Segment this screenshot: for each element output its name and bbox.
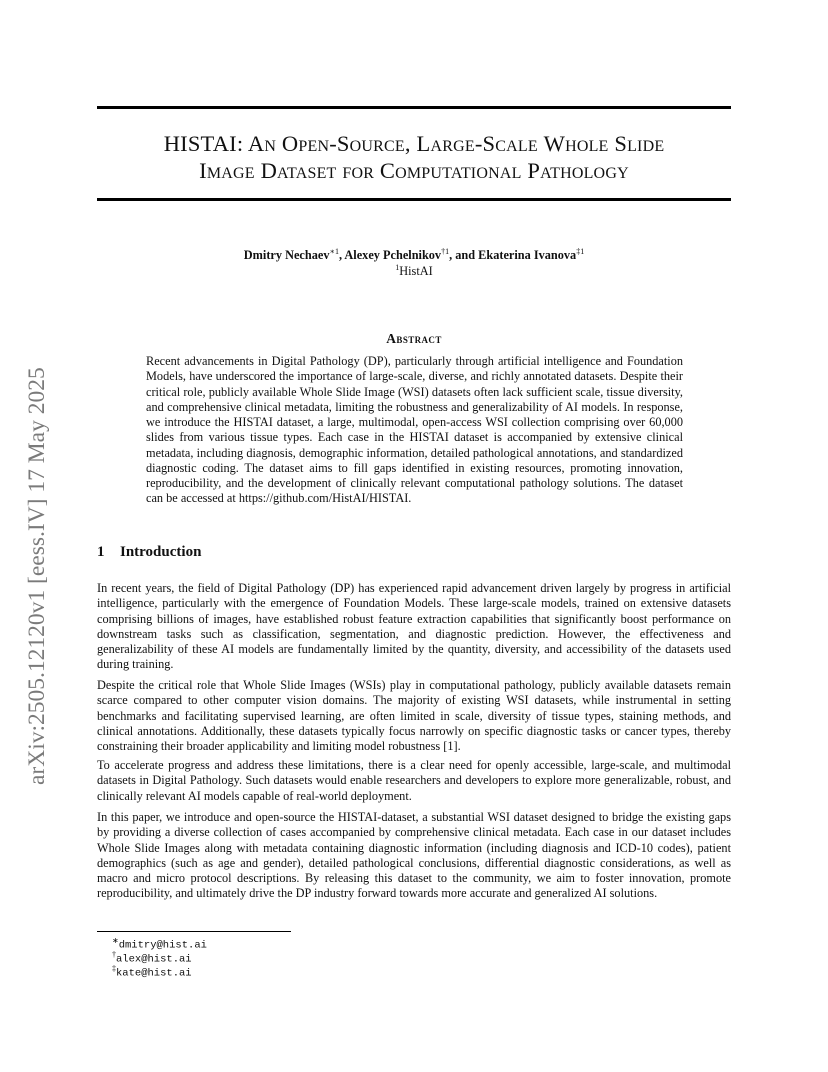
footnote-email[interactable]: dmitry@hist.ai	[118, 939, 207, 952]
abstract-body: Recent advancements in Digital Pathology (DP), particularly through artificial intelligence and Foundation Models, have underscored the importance of large-scale, diverse, and richly annotated datasets. Despite their critical role, publicly available Whole Slide Image (WSI) datasets often lack sufficient scale, tissue diversity, and comprehensive clinical metadata, limiting the robustness and generalizability of AI models. In response, we introduce the HISTAI dataset, a large, multimodal, open-access WSI collection comprising over 60,000 slides from various tissue types. Each case in the HISTAI dataset is accompanied by extensive clinical metadata, including diagnosis, demographic information, detailed pathological annotations, and standardized diagnostic coding. The dataset aims to fill gaps identified in existing resources, promoting innovation, reproducibility, and the development of clinically relevant computational pathology solutions. The dataset can be accessed at https://github.com/HistAI/HISTAI.	[146, 354, 683, 506]
title-segment: mage	[206, 158, 261, 183]
title-segment: O	[281, 131, 299, 156]
title-segment: S	[614, 131, 628, 156]
body-paragraph: In recent years, the field of Digital Pathology (DP) has experienced rapid advancement driven largely by progress in artificial intelligence, particularly with the emergence of Foundation Models. These large-scale models, trained on extensive datasets comprising billions of images, have established robust feature extraction capabilities that significantly boost performance on downstream tasks such as classification, segmentation, and diagnostic prediction. However, the effectiveness and generalizability of these AI models are fundamentally limited by the quantity, diversity, and accessibility of the datasets used during training.	[97, 581, 731, 672]
affiliation-name: HistAI	[399, 264, 433, 279]
title-segment: I	[199, 158, 207, 183]
title-segment: pen	[298, 131, 330, 156]
footnote-mark: †	[112, 950, 116, 959]
author-mark: ‡1	[576, 247, 585, 256]
title-segment: n	[264, 131, 282, 156]
title-segment: , L	[404, 131, 431, 156]
title-segment: hole	[565, 131, 615, 156]
author-separator: ,	[338, 248, 345, 263]
footnote-rule	[97, 931, 291, 932]
affiliation-mark: 1	[395, 263, 400, 272]
abstract-heading: Abstract	[386, 331, 442, 346]
author-mark: ∗1	[329, 247, 339, 256]
footnote-email[interactable]: alex@hist.ai	[116, 953, 192, 966]
section-heading	[97, 544, 201, 561]
title-rule-top	[97, 106, 731, 109]
title-segment: cale	[495, 131, 544, 156]
author-mark: †1	[441, 247, 450, 256]
body-paragraph: In this paper, we introduce and open-source the HISTAI-dataset, a substantial WSI dataset designed to bridge the existing gaps by providing a diverse collection of cases accompanied by comprehensive clinical metadata. Each case in our dataset includes Whole Slide Images along with metadata containing diagnostic information (including diagnosis and ICD-10 codes), patient demographics (such as age and gender), detailed pathological conclusions, differential diagnostic considerations, as well as macro and micro protocol descriptions. By releasing this dataset to the community, we aim to foster innovation, promote reproducibility, and ultimately drive the DP industry forward towards more accurate and generalized AI solutions.	[97, 810, 731, 901]
title-segment: lide	[627, 131, 665, 156]
author-name: Dmitry Nechaev	[243, 248, 330, 263]
title-segment: -S	[329, 131, 350, 156]
footnote	[112, 962, 192, 981]
title-segment: arge	[430, 131, 475, 156]
title-segment: omputational	[395, 158, 528, 183]
section-title: Introduction	[120, 544, 202, 560]
arxiv-identifier: arXiv:2505.12120v1 [eess.IV] 17 May 2025	[24, 367, 50, 785]
footnote-mark: ‡	[112, 964, 116, 973]
body-paragraph: Despite the critical role that Whole Slide Images (WSIs) play in computational pathology, publicly available datasets remain scarce compared to other computer vision domains. The majority of existing WSI datasets, while instrumental in setting benchmarks and facilitating supervised learning, are often limited in scale, diversity of tissue types, staining methods, and clinical annotations. Additionally, these datasets typically focus narrowly on specific diagnostic tasks or cancer types, thereby constraining their broader applicability and limiting model robustness [1].	[97, 678, 731, 753]
title-line-1	[97, 130, 731, 157]
title-rule-bottom	[97, 198, 731, 201]
title-segment: HISTAI: A	[163, 131, 265, 156]
title-segment: C	[379, 158, 396, 183]
paper-title	[97, 130, 731, 184]
title-segment: P	[527, 158, 541, 183]
title-segment: athology	[540, 158, 629, 183]
affiliation	[97, 260, 731, 279]
title-segment: W	[543, 131, 566, 156]
author-name: Ekaterina Ivanova	[478, 248, 577, 263]
footnote-email[interactable]: kate@hist.ai	[116, 967, 192, 980]
author-separator: , and	[449, 248, 479, 263]
title-segment: ource	[349, 131, 405, 156]
footnote-mark: ∗	[112, 936, 119, 945]
title-segment: ataset for	[277, 158, 380, 183]
body-paragraph: To accelerate progress and address these limitations, there is a clear need for openly accessible, large-scale, and multimodal datasets in Digital Pathology. Such datasets would enable researchers and developers to explore more generalizable, robust, and clinically relevant AI models capable of real-world deployment.	[97, 758, 731, 803]
title-segment: D	[260, 158, 278, 183]
author-name: Alexey Pchelnikov	[344, 248, 442, 263]
title-segment: -S	[474, 131, 496, 156]
section-number: 1	[97, 544, 105, 560]
title-line-2	[97, 157, 731, 184]
